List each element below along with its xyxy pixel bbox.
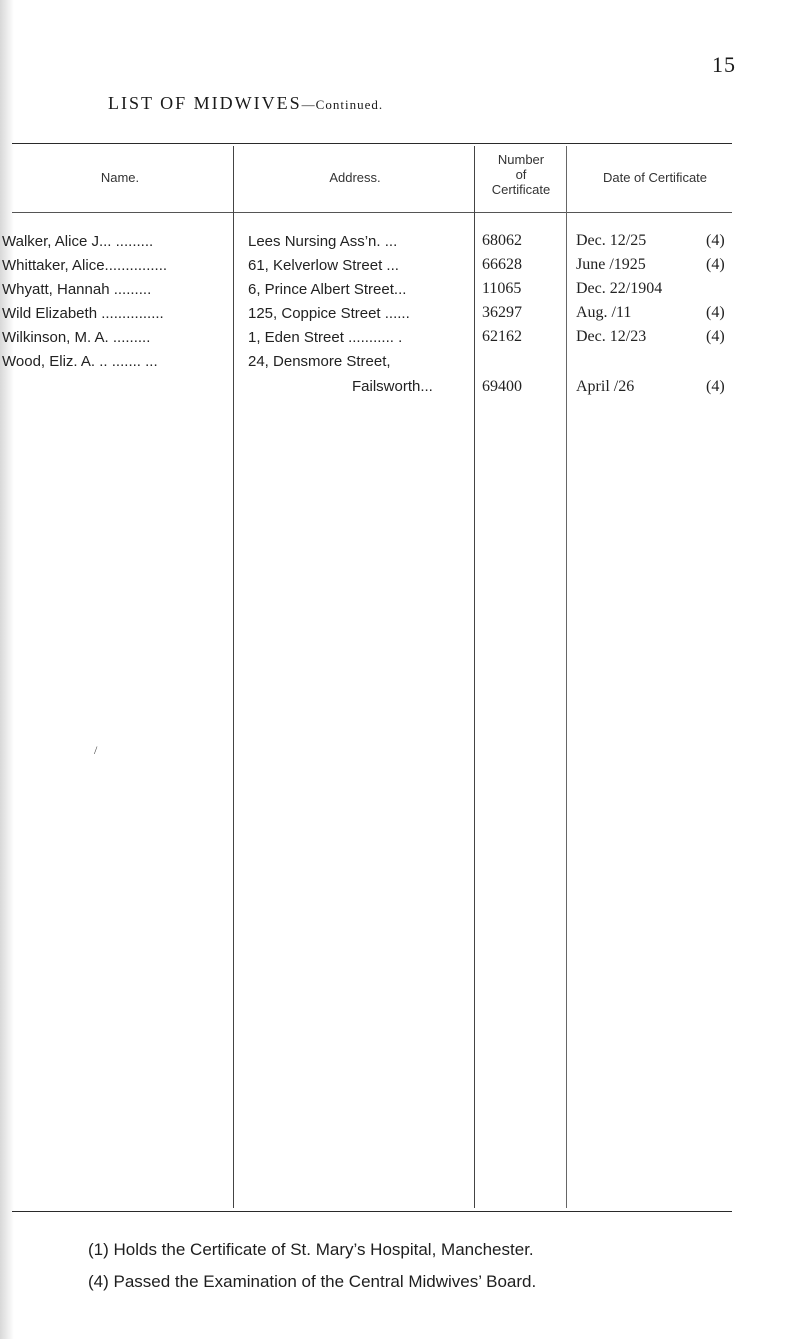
row-0-note: (4) [706,232,725,249]
header-date: Date of Certificate [602,170,708,185]
row-2-address: 6, Prince Albert Street... [248,281,407,298]
row-4-note: (4) [706,328,725,345]
row-3-name: Wild Elizabeth ............... [2,305,164,322]
row-4-date: Dec. 12/23 [576,328,647,345]
row-1-address: 61, Kelverlow Street ... [248,257,399,274]
header-number-line3: Certificate [491,182,551,197]
row-2-date: Dec. 22/1904 [576,280,663,297]
title-continued: —Continued. [301,97,384,112]
row-0-address: Lees Nursing Ass’n. ... [248,233,398,250]
row-3-date: Aug. /11 [576,304,632,321]
row-5-number: 69400 [482,378,522,395]
title-main: LIST OF MIDWIVES [108,93,302,113]
header-address: Address. [329,170,381,185]
row-5-address: 24, Densmore Street, [248,353,391,370]
row-1-date: June /1925 [576,256,646,273]
row-3-address: 125, Coppice Street ...... [248,305,410,322]
row-1-name: Whittaker, Alice............... [2,257,168,274]
row-3-number: 36297 [482,304,522,321]
header-number-line2: of [515,167,527,182]
row-1-number: 66628 [482,256,522,273]
column-divider-3 [566,146,567,1208]
stray-mark: / [94,743,98,757]
header-name: Name. [100,170,140,185]
page-number: 15 [712,52,736,77]
column-divider-2 [474,146,475,1208]
header-bottom-rule [12,212,732,213]
row-3-note: (4) [706,304,725,321]
table-bottom-rule [12,1211,732,1212]
row-5-name: Wood, Eliz. A. .. ....... ... [2,353,158,370]
row-5-date: April /26 [576,378,635,395]
row-0-date: Dec. 12/25 [576,232,647,249]
row-2-name: Whyatt, Hannah ......... [2,281,152,298]
footnote-4: (4) Passed the Examination of the Central Midwives’ Board. [88,1272,537,1291]
footnote-1: (1) Holds the Certificate of St. Mary’s Hospital, Manchester. [88,1240,534,1259]
row-1-note: (4) [706,256,725,273]
row-5-address-line2: Failsworth... [352,378,433,395]
column-divider-1 [233,146,234,1208]
row-4-address: 1, Eden Street ........... . [248,329,403,346]
row-4-name: Wilkinson, M. A. ......... [2,329,151,346]
row-2-number: 11065 [482,280,522,297]
header-number [475,152,567,197]
row-4-number: 62162 [482,328,522,345]
table-top-rule [12,143,732,144]
header-number-line1: Number [497,152,545,167]
row-5-note: (4) [706,378,725,395]
page-title [108,93,383,114]
page-edge-shadow [0,0,14,1339]
row-0-name: Walker, Alice J... ......... [2,233,154,250]
row-0-number: 68062 [482,232,522,249]
